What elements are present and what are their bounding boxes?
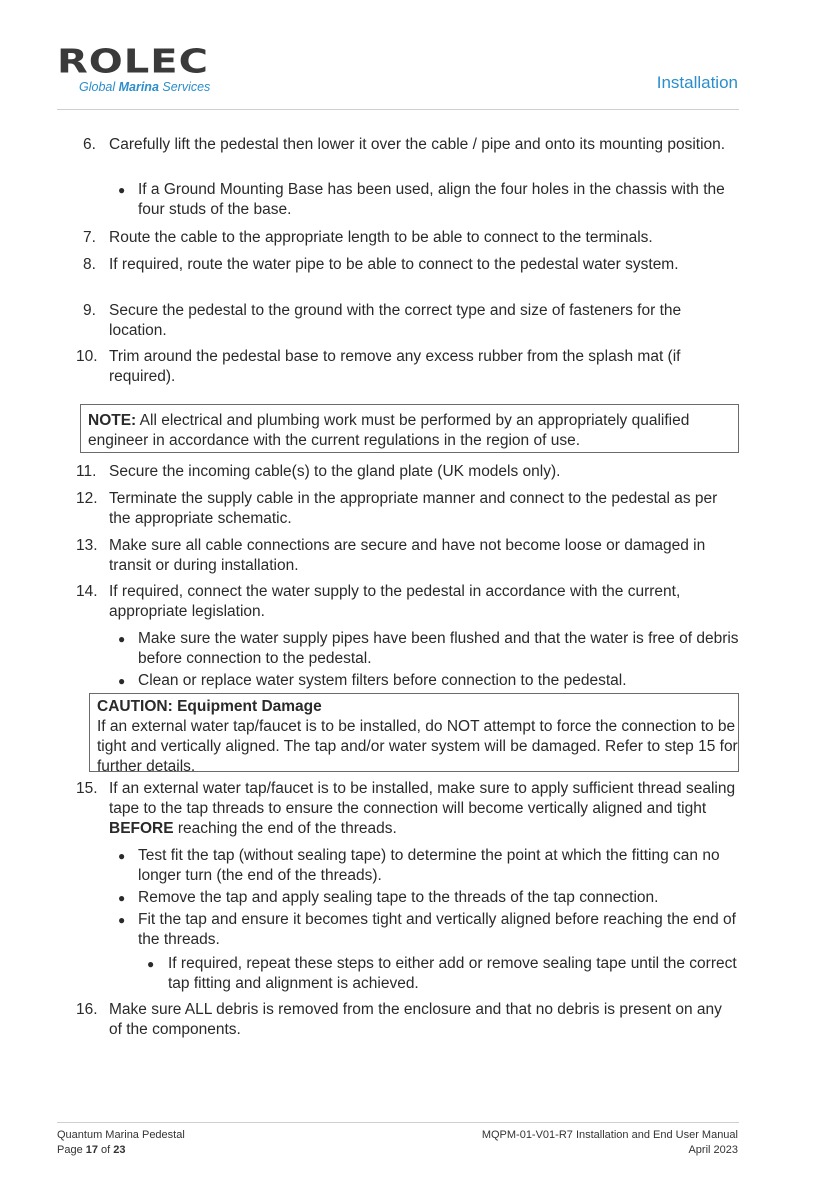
bullet-icon: ● bbox=[118, 891, 126, 905]
bullet-text: Remove the tap and apply sealing tape to the threads of the tap connection. bbox=[138, 889, 659, 906]
section-title: Installation bbox=[656, 73, 738, 92]
step-number: 13. bbox=[76, 537, 98, 554]
bullet-icon: ● bbox=[118, 183, 126, 197]
step-number: 11. bbox=[76, 463, 97, 480]
step-number: 14. bbox=[76, 583, 98, 600]
step-number: 10. bbox=[76, 348, 98, 365]
footer-date: April 2023 bbox=[688, 1144, 738, 1156]
step-text: Secure the incoming cable(s) to the gland plate (UK models only). bbox=[109, 463, 561, 480]
note-text: All electrical and plumbing work must be performed by an appropriately qualified engineer in accordance with the current regulations in the region of use. bbox=[88, 412, 690, 449]
bullet-icon: ● bbox=[118, 674, 126, 688]
step-text: If required, connect the water supply to the pedestal in accordance with the current, appropriate legislation. bbox=[109, 583, 681, 620]
step-text: Make sure all cable connections are secure and have not become loose or damaged in transit or during installation. bbox=[109, 537, 706, 574]
step-text: Secure the pedestal to the ground with the correct type and size of fasteners for the location. bbox=[109, 302, 682, 339]
step-text: If an external water tap/faucet is to be installed, make sure to apply sufficient thread sealing tape to the tap threads to ensure the connection will become vertically aligned and tight BEFORE reaching the end of the threads. bbox=[109, 780, 736, 837]
bullet-text: Make sure the water supply pipes have been flushed and that the water is free of debris before connection to the pedestal. bbox=[138, 630, 739, 667]
bullet-text: Fit the tap and ensure it becomes tight and vertically aligned before reaching the end of the threads. bbox=[138, 911, 736, 948]
sub-bullet-text: If required, repeat these steps to either add or remove sealing tape until the correct tap fitting and alignment is achieved. bbox=[168, 955, 737, 992]
bullet-text: Test fit the tap (without sealing tape) to determine the point at which the fitting can no longer turn (the end of the threads). bbox=[138, 847, 720, 884]
footer-divider bbox=[57, 1122, 739, 1123]
caution-title: CAUTION: Equipment Damage bbox=[97, 698, 322, 715]
caution-box bbox=[89, 693, 739, 775]
bullet-text: If a Ground Mounting Base has been used, align the four holes in the chassis with the four studs of the base. bbox=[138, 181, 725, 218]
step-number: 7. bbox=[83, 229, 96, 246]
step-number: 9. bbox=[83, 302, 96, 319]
bullet-text: Clean or replace water system filters before connection to the pedestal. bbox=[138, 672, 627, 689]
step-number: 15. bbox=[76, 780, 98, 797]
step-number: 12. bbox=[76, 490, 98, 507]
header-divider bbox=[57, 109, 739, 110]
step-number: 6. bbox=[83, 136, 96, 153]
step-number: 16. bbox=[76, 1001, 98, 1018]
footer-page-number: Page 17 of 23 bbox=[57, 1144, 126, 1156]
step-text: Route the cable to the appropriate length to be able to connect to the terminals. bbox=[109, 229, 653, 246]
step-text: Make sure ALL debris is removed from the enclosure and that no debris is present on any of the components. bbox=[109, 1001, 722, 1038]
step-text: Trim around the pedestal base to remove any excess rubber from the splash mat (if required). bbox=[109, 348, 681, 385]
step-text: If required, route the water pipe to be able to connect to the pedestal water system. bbox=[109, 256, 679, 273]
step-number: 8. bbox=[83, 256, 96, 273]
footer-doc-ref: MQPM-01-V01-R7 Installation and End User Manual bbox=[481, 1129, 738, 1141]
bullet-icon: ● bbox=[118, 913, 126, 927]
caution-text: If an external water tap/faucet is to be installed, do NOT attempt to force the connection to be tight and vertically aligned. The tap and/or water system will be damaged. Refer to step 15 for further details. bbox=[97, 718, 738, 775]
note-box bbox=[80, 404, 739, 453]
note-label: NOTE: bbox=[88, 412, 137, 429]
logo-wordmark: ROLEC bbox=[57, 43, 209, 81]
step-text: Terminate the supply cable in the appropriate manner and connect to the pedestal as per the appropriate schematic. bbox=[109, 490, 718, 527]
logo-tagline: Global Marina Services bbox=[79, 80, 211, 94]
bullet-icon: ● bbox=[118, 632, 126, 646]
step-text: Carefully lift the pedestal then lower it over the cable / pipe and onto its mounting position. bbox=[109, 136, 726, 153]
bullet-icon: ● bbox=[147, 957, 155, 971]
bullet-icon: ● bbox=[118, 849, 126, 863]
footer-product: Quantum Marina Pedestal bbox=[57, 1129, 185, 1141]
